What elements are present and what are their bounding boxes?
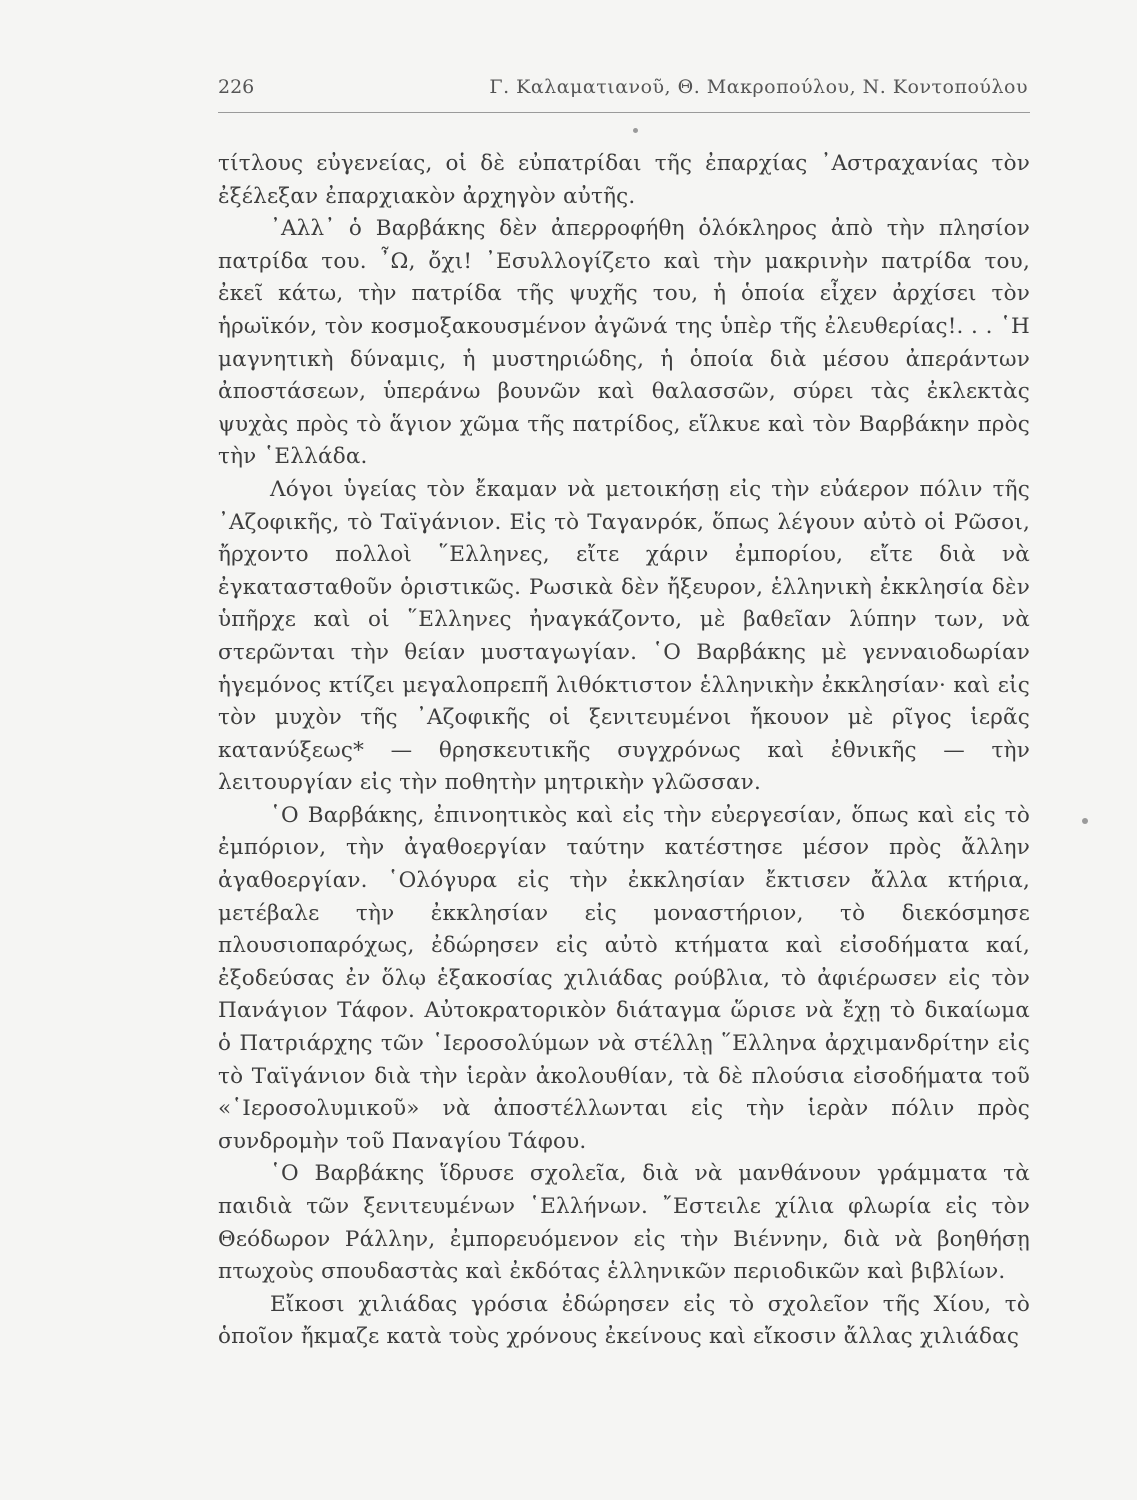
page-number: 226	[218, 76, 255, 98]
paragraph: Εἴκοσι χιλιάδας γρόσια ἐδώρησεν εἰς τὸ σχολεῖον τῆς Χίου, τὸ ὁποῖον ἤκμαζε κατὰ τοὺς χρόνους ἐκείνους καὶ εἴκοσιν ἄλλας χιλιάδας	[218, 1291, 1030, 1350]
print-speck	[633, 128, 638, 133]
paragraph-continuation: τίτλους εὐγενείας, οἱ δὲ εὐπατρίδαι τῆς ἐπαρχίας ᾿Αστραχανίας τὸν ἐξέλεξαν ἐπαρχιακὸν ἀρχηγὸν αὐτῆς.	[218, 151, 1030, 209]
print-speck	[1082, 818, 1088, 824]
page-header	[218, 70, 1028, 106]
paragraph: ᾿Αλλ᾿ ὁ Βαρβάκης δὲν ἀπερροφήθη ὁλόκληρος ἀπὸ τὴν πλησίον πατρίδα του. ῏Ω, ὄχι! ᾿Εσυλλογίζετο καὶ τὴν μακρινὴν πατρίδα του, ἐκεῖ κάτω, τὴν πατρίδα τῆς ψυχῆς του, ἡ ὁποία εἶχεν ἀρχίσει τὸν ἡρωϊκόν, τὸν κοσμοξακουσμένον ἀγῶνά της ὑπὲρ τῆς ἐλευθερίας!. . . ῾Η μαγνητικὴ δύναμις, ἡ μυστηριώδης, ἡ ὁποία διὰ μέσου ἀπεράντων ἀποστάσεων, ὑπεράνω βουνῶν καὶ θαλασσῶν, σύρει τὰς ἐκλεκτὰς ψυχὰς πρὸς τὸ ἅγιον χῶμα τῆς πατρίδος, εἵλκυε καὶ τὸν Βαρβάκην πρὸς τὴν ῾Ελλάδα.	[218, 216, 1030, 470]
paragraph: ῾Ο Βαρβάκης ἵδρυσε σχολεῖα, διὰ νὰ μανθάνουν γράμματα τὰ παιδιὰ τῶν ξενιτευμένων ῾Ελλήνων. ῎Εστειλε χίλια φλωρία εἰς τὸν Θεόδωρον Ράλλην, ἐμπορευόμενον εἰς τὴν Βιέννην, διὰ νὰ βοηθήσῃ πτωχοὺς σπουδαστὰς καὶ ἐκδότας ἑλληνικῶν περιοδικῶν καὶ βιβλίων.	[218, 1161, 1030, 1285]
body-text	[218, 148, 1030, 1354]
paragraph: Λόγοι ὑγείας τὸν ἔκαμαν νὰ μετοικήσῃ εἰς τὴν εὐάερον πόλιν τῆς ᾿Αζοφικῆς, τὸ Ταϊγάνιον. Εἰς τὸ Ταγανρόκ, ὅπως λέγουν αὐτὸ οἱ Ρῶσοι, ἤρχοντο πολλοὶ ῞Ελληνες, εἴτε χάριν ἐμπορίου, εἴτε διὰ νὰ ἐγκατασταθοῦν ὁριστικῶς. Ρωσικὰ δὲν ἤξευρον, ἑλληνικὴ ἐκκλησία δὲν ὑπῆρχε καὶ οἱ ῞Ελληνες ἠναγκάζοντο, μὲ βαθεῖαν λύπην των, νὰ στερῶνται τὴν θείαν μυσταγωγίαν. ῾Ο Βαρβάκης μὲ γενναιοδωρίαν ἡγεμόνος κτίζει μεγαλοπρεπῆ λιθόκτιστον ἑλληνικὴν ἐκκλησίαν· καὶ εἰς τὸν μυχὸν τῆς ᾿Αζοφικῆς οἱ ξενιτευμένοι ἤκουον μὲ ρῖγος ἱερᾶς κατανύξεως* — θρησκευτικῆς συγχρόνως καὶ ἐθνικῆς — τὴν λειτουργίαν εἰς τὴν ποθητὴν μητρικὴν γλῶσσαν.	[218, 476, 1030, 796]
running-head: Γ. Καλαματιανοῦ, Θ. Μακροπούλου, Ν. Κοντοπούλου	[489, 76, 1028, 98]
paragraph: ῾Ο Βαρβάκης, ἐπινοητικὸς καὶ εἰς τὴν εὐεργεσίαν, ὅπως καὶ εἰς τὸ ἐμπόριον, τὴν ἀγαθοεργίαν ταύτην κατέστησε μέσον πρὸς ἄλλην ἀγαθοεργίαν. ῾Ολόγυρα εἰς τὴν ἐκκλησίαν ἔκτισεν ἄλλα κτήρια, μετέβαλε τὴν ἐκκλησίαν εἰς μοναστήριον, τὸ διεκόσμησε πλουσιοπαρόχως, ἐδώρησεν εἰς αὐτὸ κτήματα καὶ εἰσοδήματα καί, ἐξοδεύσας ἐν ὅλῳ ἑξακοσίας χιλιάδας ρούβλια, τὸ ἀφιέρωσεν εἰς τὸν Πανάγιον Τάφον. Αὐτοκρατορικὸν διάταγμα ὥρισε νὰ ἔχῃ τὸ δικαίωμα ὁ Πατριάρχης τῶν ῾Ιεροσολύμων νὰ στέλλῃ ῞Ελληνα ἀρχιμανδρίτην εἰς τὸ Ταϊγάνιον διὰ τὴν ἱερὰν ἀκολουθίαν, τὰ δὲ πλούσια εἰσοδήματα τοῦ «῾Ιεροσολυμικοῦ» νὰ ἀποστέλλωνται εἰς τὴν ἱερὰν πόλιν πρὸς συνδρομὴν τοῦ Παναγίου Τάφου.	[218, 802, 1030, 1154]
header-rule	[218, 112, 1030, 113]
